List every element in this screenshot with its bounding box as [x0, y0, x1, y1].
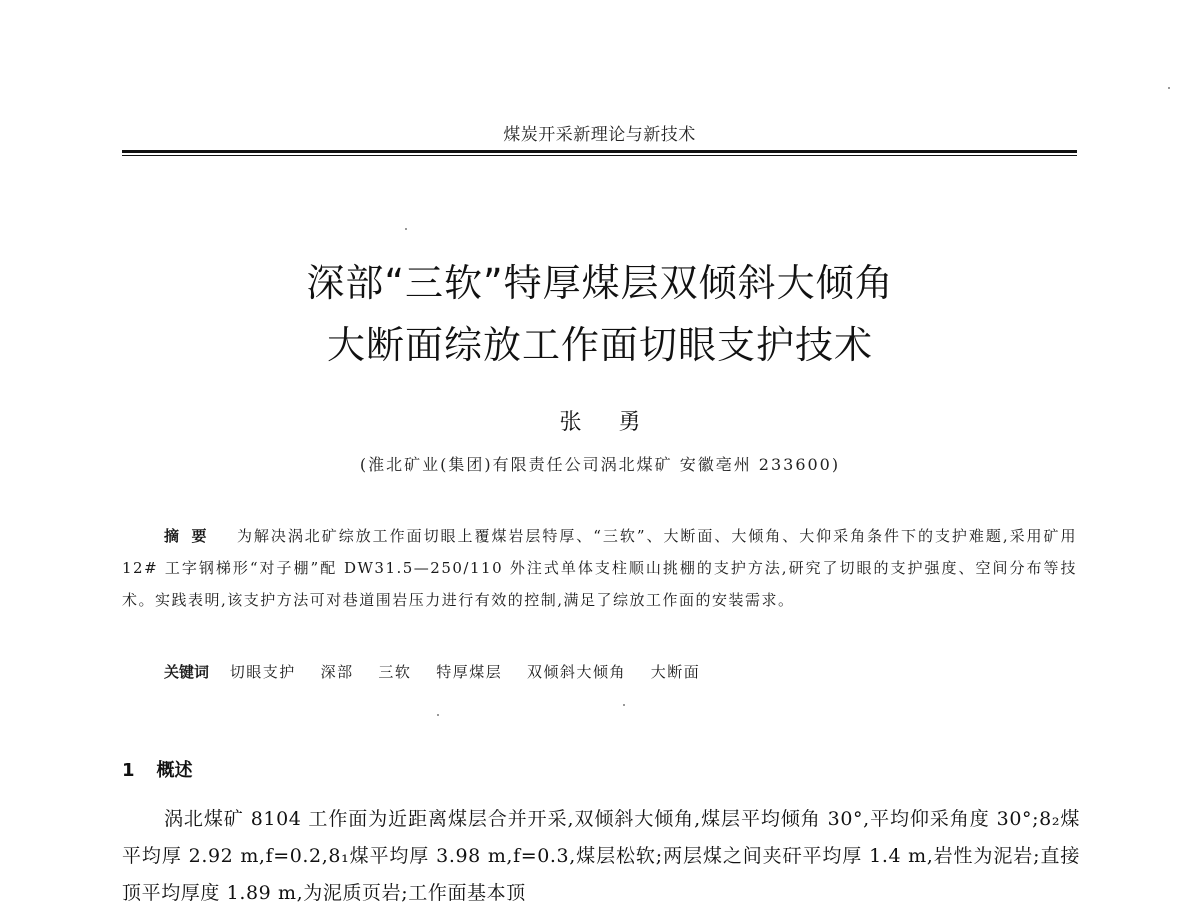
keyword: 深部 — [320, 663, 354, 681]
keyword: 大断面 — [650, 663, 701, 681]
section-title: 概述 — [156, 760, 193, 781]
abstract-text: 为解决涡北矿综放工作面切眼上覆煤岩层特厚、“三软”、大断面、大倾角、大仰采角条件下的支护难题,采用矿用 12# 工字钢梯形“对子棚”配 DW31.5—250/110 外注式单体支柱顺山挑棚的支护方法,研究了切眼的支护强度、空间分布等技术。实践表明,该支护方法可对巷道围岩压力进行有效的控制,满足了综放工作面的安装需求。 — [122, 527, 1077, 609]
section-heading — [122, 756, 193, 782]
keywords-label: 关键词 — [164, 663, 210, 681]
author-name: 张 勇 — [559, 410, 641, 435]
section-paragraph: 涡北煤矿 8104 工作面为近距离煤层合并开采,双倾斜大倾角,煤层平均倾角 30°,平均仰采角度 30°;8₂煤平均厚 2.92 m,f=0.2,8₁煤平均厚 3.98 m,f=0.3,煤层松软;两层煤之间夹矸平均厚 1.4 m,岩性为泥岩;直接顶平均厚度 1.89 m,为泥质页岩;工作面基本顶 — [122, 808, 1080, 904]
author-affiliation: (淮北矿业(集团)有限责任公司涡北煤矿 安徽亳州 233600) — [359, 455, 841, 474]
scan-speck — [437, 714, 439, 716]
scan-speck — [623, 704, 625, 706]
keyword: 双倾斜大倾角 — [526, 663, 626, 681]
keywords — [164, 661, 1064, 682]
header-rule-thick — [122, 150, 1077, 153]
scan-speck — [1168, 87, 1170, 89]
article-title-line-2: 大断面综放工作面切眼支护技术 — [326, 323, 873, 367]
keyword: 切眼支护 — [229, 663, 296, 681]
scan-speck — [405, 228, 407, 230]
keyword: 特厚煤层 — [436, 663, 503, 681]
article-title-line-1: 深部“三软”特厚煤层双倾斜大倾角 — [306, 261, 894, 305]
abstract-label: 摘要 — [164, 527, 219, 545]
running-head: 煤炭开采新理论与新技术 — [503, 125, 696, 145]
abstract — [122, 520, 1077, 616]
header-rule-thin — [122, 155, 1077, 156]
section-number: 1 — [122, 760, 135, 781]
keyword: 三软 — [378, 663, 412, 681]
